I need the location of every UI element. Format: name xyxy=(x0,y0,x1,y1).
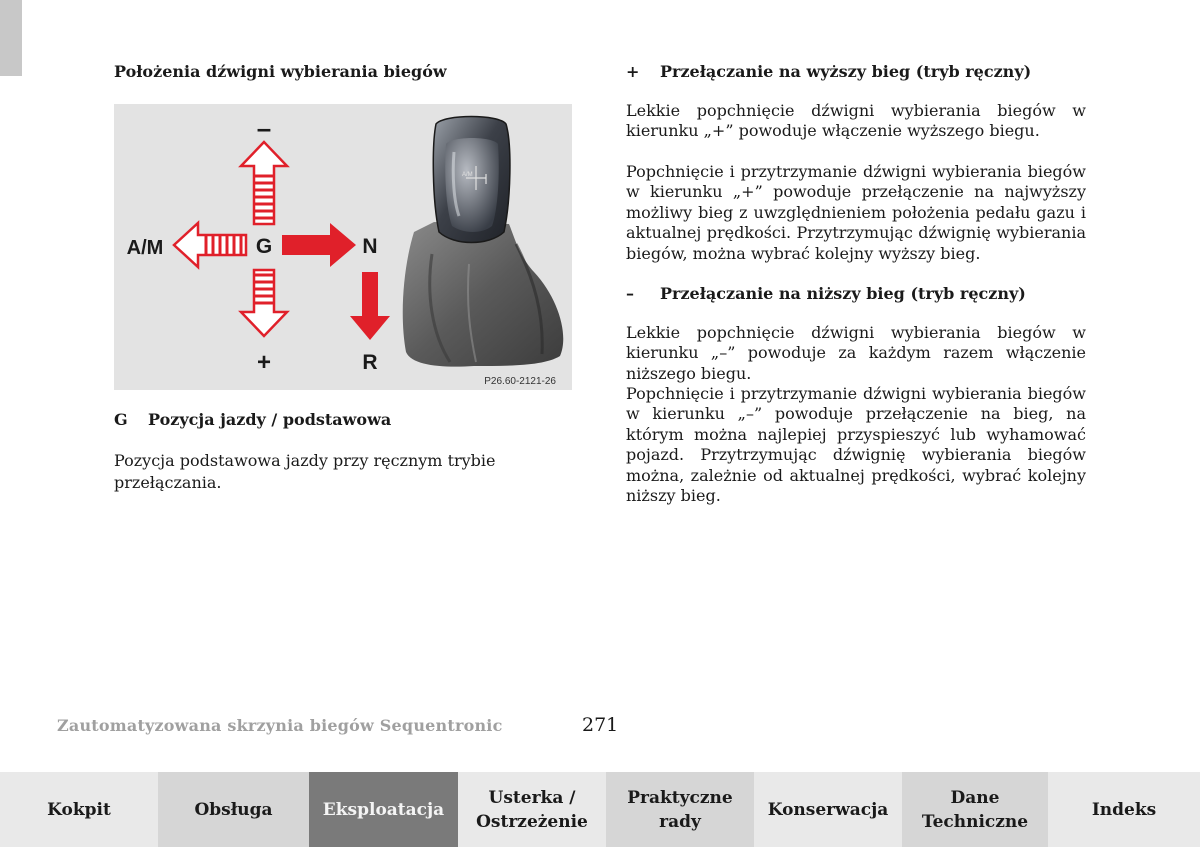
chapter-title: Zautomatyzowana skrzynia biegów Sequentronic xyxy=(57,716,503,735)
upshift-paragraph-2: Popchnięcie i przytrzymanie dźwigni wybierania biegów w kierunku „+” powoduje przełączenie na najwyższy możliwy bieg z uwzględnieniem położenia pedału gazu i aktualnej prędkości. Przytrzymując dźwignię wybierania biegów, można wybrać kolejny wyższy bieg. xyxy=(626,162,1086,263)
minus-symbol: – xyxy=(626,284,634,303)
arrow-down-icon xyxy=(241,270,287,336)
label-am: A/M xyxy=(126,237,164,259)
nav-tab-dane-techniczne[interactable]: Dane Techniczne xyxy=(902,772,1048,847)
nav-tab-praktyczne-rady[interactable]: Praktyczne rady xyxy=(606,772,754,847)
downshift-heading xyxy=(626,283,1026,305)
g-position-description: Pozycja podstawowa jazdy przy ręcznym trybie przełączania. xyxy=(114,451,496,492)
nav-tab-indeks[interactable]: Indeks xyxy=(1048,772,1200,847)
arrow-n-to-r-icon xyxy=(350,272,390,340)
nav-tab-obsluga[interactable]: Obsługa xyxy=(158,772,309,847)
downshift-title: Przełączanie na niższy bieg (tryb ręczny) xyxy=(660,284,1026,303)
nav-tab-kokpit[interactable]: Kokpit xyxy=(0,772,158,847)
page-edge-tab xyxy=(0,0,22,76)
nav-tab-konserwacja[interactable]: Konserwacja xyxy=(754,772,902,847)
g-key: G xyxy=(114,410,128,429)
gear-lever-illustration xyxy=(403,117,564,367)
arrow-right-icon xyxy=(282,223,356,267)
page-number: 271 xyxy=(582,714,619,736)
label-minus: – xyxy=(256,113,272,143)
arrow-left-icon xyxy=(174,223,246,267)
plus-symbol: + xyxy=(626,62,640,81)
label-g: G xyxy=(255,235,273,258)
g-title: Pozycja jazdy / podstawowa xyxy=(148,410,392,429)
nav-tab-eksploatacja[interactable]: Eksploatacja xyxy=(309,772,458,847)
label-r: R xyxy=(362,351,378,374)
arrow-up-icon xyxy=(241,142,287,224)
upshift-paragraph-1: Lekkie popchnięcie dźwigni wybierania biegów w kierunku „+” powoduje włączenie wyższego biegu. xyxy=(626,101,1086,141)
downshift-paragraph-1: Lekkie popchnięcie dźwigni wybierania biegów w kierunku „–” powoduje za każdym razem włączenie niższego biegu. xyxy=(626,323,1086,383)
upshift-heading xyxy=(626,61,1031,83)
upshift-title: Przełączanie na wyższy bieg (tryb ręczny) xyxy=(660,62,1032,81)
figure-code: P26.60-2121-26 xyxy=(484,376,556,387)
label-n: N xyxy=(362,235,378,258)
section-heading: Położenia dźwigni wybierania biegów xyxy=(114,62,447,81)
downshift-paragraph-2: Popchnięcie i przytrzymanie dźwigni wybierania biegów w kierunku „–” powoduje przełączenie na bieg, na którym można najlepiej przyspieszyć lub wyhamować pojazd. Przytrzymując dźwignię wybierania biegów można, zależnie od aktualnej prędkości, wybrać kolejny niższy bieg. xyxy=(626,384,1086,506)
gear-lever-figure xyxy=(114,104,572,390)
g-position-heading xyxy=(114,409,574,431)
svg-text:A/M: A/M xyxy=(462,172,473,178)
bottom-navigation xyxy=(0,772,1200,847)
label-plus: + xyxy=(256,349,272,376)
nav-tab-usterka[interactable]: Usterka / Ostrzeżenie xyxy=(458,772,606,847)
